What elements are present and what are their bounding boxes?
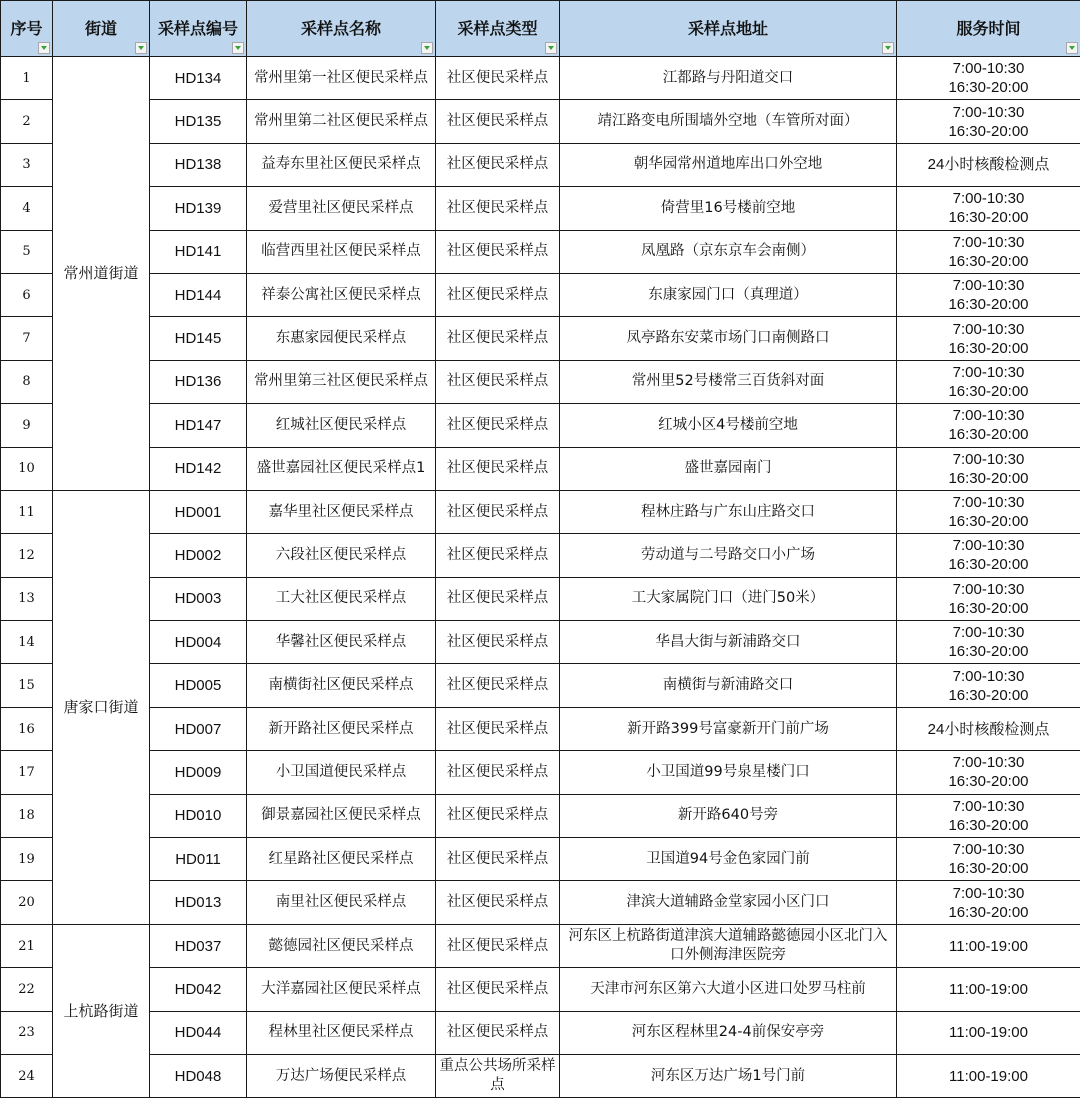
time-line: 24小时核酸检测点 bbox=[927, 156, 1050, 174]
cell-address: 河东区上杭路街道津滨大道辅路懿德园小区北门入口外侧海津医院旁 bbox=[560, 924, 897, 967]
cell-address: 凤亭路东安菜市场门口南侧路口 bbox=[560, 317, 897, 360]
cell-time bbox=[897, 1054, 1080, 1097]
time-line: 11:00-19:00 bbox=[949, 980, 1028, 998]
cell-code: HD138 bbox=[150, 143, 247, 186]
cell-code: HD003 bbox=[150, 577, 247, 620]
table-row bbox=[1, 404, 1080, 447]
cell-name: 御景嘉园社区便民采样点 bbox=[247, 794, 436, 837]
cell-name: 懿德园社区便民采样点 bbox=[247, 924, 436, 967]
cell-address: 盛世嘉园南门 bbox=[560, 447, 897, 490]
cell-time bbox=[897, 577, 1080, 620]
cell-time bbox=[897, 143, 1080, 186]
cell-name: 东惠家园便民采样点 bbox=[247, 317, 436, 360]
table-row bbox=[1, 838, 1080, 881]
cell-address: 靖江路变电所围墙外空地（车管所对面） bbox=[560, 100, 897, 143]
time-line: 16:30-20:00 bbox=[948, 513, 1029, 531]
time-line: 16:30-20:00 bbox=[948, 643, 1029, 661]
cell-code: HD010 bbox=[150, 794, 247, 837]
cell-name: 工大社区便民采样点 bbox=[247, 577, 436, 620]
cell-name: 红城社区便民采样点 bbox=[247, 404, 436, 447]
cell-time bbox=[897, 100, 1080, 143]
table-row bbox=[1, 707, 1080, 750]
cell-type: 社区便民采样点 bbox=[436, 534, 560, 577]
time-line: 7:00-10:30 bbox=[952, 233, 1025, 251]
cell-name: 嘉华里社区便民采样点 bbox=[247, 490, 436, 533]
cell-seq: 9 bbox=[1, 404, 53, 447]
header-seq bbox=[1, 1, 53, 57]
cell-address: 河东区程林里24-4前保安亭旁 bbox=[560, 1011, 897, 1054]
cell-code: HD001 bbox=[150, 490, 247, 533]
cell-seq: 6 bbox=[1, 273, 53, 316]
time-line: 16:30-20:00 bbox=[948, 79, 1029, 97]
cell-type: 社区便民采样点 bbox=[436, 273, 560, 316]
cell-time bbox=[897, 360, 1080, 403]
cell-name: 常州里第三社区便民采样点 bbox=[247, 360, 436, 403]
cell-seq: 13 bbox=[1, 577, 53, 620]
cell-type: 社区便民采样点 bbox=[436, 187, 560, 230]
table-row bbox=[1, 794, 1080, 837]
cell-code: HD147 bbox=[150, 404, 247, 447]
time-line: 7:00-10:30 bbox=[952, 494, 1025, 512]
cell-code: HD002 bbox=[150, 534, 247, 577]
cell-address: 津滨大道辅路金堂家园小区门口 bbox=[560, 881, 897, 924]
header-code bbox=[150, 1, 247, 57]
cell-address: 南横街与新浦路交口 bbox=[560, 664, 897, 707]
cell-time bbox=[897, 1011, 1080, 1054]
table-row bbox=[1, 968, 1080, 1011]
cell-name: 临营西里社区便民采样点 bbox=[247, 230, 436, 273]
time-line: 11:00-19:00 bbox=[949, 937, 1028, 955]
time-line: 16:30-20:00 bbox=[948, 382, 1029, 400]
table-row bbox=[1, 143, 1080, 186]
table-row bbox=[1, 187, 1080, 230]
header-label: 采样点地址 bbox=[687, 19, 768, 38]
filter-dropdown-icon[interactable] bbox=[38, 42, 50, 54]
cell-time bbox=[897, 664, 1080, 707]
time-line: 16:30-20:00 bbox=[948, 903, 1029, 921]
header-label: 序号 bbox=[10, 19, 43, 38]
cell-type: 社区便民采样点 bbox=[436, 447, 560, 490]
cell-code: HD142 bbox=[150, 447, 247, 490]
cell-name: 大洋嘉园社区便民采样点 bbox=[247, 968, 436, 1011]
cell-time bbox=[897, 968, 1080, 1011]
cell-address: 凤凰路（京东京车会南侧） bbox=[560, 230, 897, 273]
cell-seq: 12 bbox=[1, 534, 53, 577]
table-body bbox=[1, 57, 1080, 1098]
cell-time bbox=[897, 621, 1080, 664]
cell-time bbox=[897, 187, 1080, 230]
cell-type: 社区便民采样点 bbox=[436, 490, 560, 533]
cell-address: 小卫国道99号泉星楼门口 bbox=[560, 751, 897, 794]
filter-dropdown-icon[interactable] bbox=[545, 42, 557, 54]
cell-seq: 22 bbox=[1, 968, 53, 1011]
cell-seq: 24 bbox=[1, 1054, 53, 1097]
header-label: 服务时间 bbox=[956, 19, 1021, 38]
filter-dropdown-icon[interactable] bbox=[421, 42, 433, 54]
table-row bbox=[1, 1011, 1080, 1054]
cell-code: HD004 bbox=[150, 621, 247, 664]
cell-type: 社区便民采样点 bbox=[436, 968, 560, 1011]
header-type bbox=[436, 1, 560, 57]
cell-address: 倚营里16号楼前空地 bbox=[560, 187, 897, 230]
cell-code: HD005 bbox=[150, 664, 247, 707]
cell-seq: 15 bbox=[1, 664, 53, 707]
header-label: 采样点名称 bbox=[300, 19, 381, 38]
time-line: 16:30-20:00 bbox=[948, 773, 1029, 791]
cell-address: 工大家属院门口（进门50米） bbox=[560, 577, 897, 620]
cell-name: 南里社区便民采样点 bbox=[247, 881, 436, 924]
cell-street: 唐家口街道 bbox=[53, 490, 150, 924]
cell-time bbox=[897, 924, 1080, 967]
cell-type: 社区便民采样点 bbox=[436, 230, 560, 273]
time-line: 7:00-10:30 bbox=[952, 624, 1025, 642]
cell-name: 程林里社区便民采样点 bbox=[247, 1011, 436, 1054]
cell-street: 常州道街道 bbox=[53, 57, 150, 491]
cell-seq: 18 bbox=[1, 794, 53, 837]
table-row bbox=[1, 621, 1080, 664]
cell-seq: 17 bbox=[1, 751, 53, 794]
time-line: 16:30-20:00 bbox=[948, 556, 1029, 574]
time-line: 16:30-20:00 bbox=[948, 860, 1029, 878]
cell-name: 常州里第一社区便民采样点 bbox=[247, 57, 436, 100]
cell-code: HD007 bbox=[150, 707, 247, 750]
cell-code: HD139 bbox=[150, 187, 247, 230]
cell-seq: 1 bbox=[1, 57, 53, 100]
time-line: 16:30-20:00 bbox=[948, 816, 1029, 834]
header-label: 采样点类型 bbox=[457, 19, 538, 38]
cell-seq: 21 bbox=[1, 924, 53, 967]
cell-type: 社区便民采样点 bbox=[436, 621, 560, 664]
header-name bbox=[247, 1, 436, 57]
cell-type: 重点公共场所采样点 bbox=[436, 1054, 560, 1097]
cell-address: 华昌大街与新浦路交口 bbox=[560, 621, 897, 664]
cell-name: 常州里第二社区便民采样点 bbox=[247, 100, 436, 143]
time-line: 7:00-10:30 bbox=[952, 363, 1025, 381]
cell-time bbox=[897, 230, 1080, 273]
cell-seq: 20 bbox=[1, 881, 53, 924]
time-line: 16:30-20:00 bbox=[948, 339, 1029, 357]
cell-time bbox=[897, 57, 1080, 100]
cell-code: HD042 bbox=[150, 968, 247, 1011]
cell-seq: 8 bbox=[1, 360, 53, 403]
cell-type: 社区便民采样点 bbox=[436, 317, 560, 360]
time-line: 7:00-10:30 bbox=[952, 277, 1025, 295]
time-line: 7:00-10:30 bbox=[952, 190, 1025, 208]
header-label: 街道 bbox=[84, 19, 117, 38]
cell-street: 上杭路街道 bbox=[53, 924, 150, 1098]
header-street bbox=[53, 1, 150, 57]
cell-time bbox=[897, 534, 1080, 577]
table-row bbox=[1, 751, 1080, 794]
filter-dropdown-icon[interactable] bbox=[882, 42, 894, 54]
cell-code: HD145 bbox=[150, 317, 247, 360]
header-time bbox=[897, 1, 1080, 57]
time-line: 7:00-10:30 bbox=[952, 320, 1025, 338]
cell-time bbox=[897, 881, 1080, 924]
cell-address: 卫国道94号金色家园门前 bbox=[560, 838, 897, 881]
table-row bbox=[1, 577, 1080, 620]
cell-time bbox=[897, 794, 1080, 837]
table-row bbox=[1, 273, 1080, 316]
cell-type: 社区便民采样点 bbox=[436, 143, 560, 186]
cell-code: HD136 bbox=[150, 360, 247, 403]
cell-address: 常州里52号楼常三百货斜对面 bbox=[560, 360, 897, 403]
cell-seq: 19 bbox=[1, 838, 53, 881]
table-row bbox=[1, 230, 1080, 273]
cell-code: HD135 bbox=[150, 100, 247, 143]
table-row bbox=[1, 881, 1080, 924]
time-line: 7:00-10:30 bbox=[952, 797, 1025, 815]
time-line: 7:00-10:30 bbox=[952, 841, 1025, 859]
cell-address: 劳动道与二号路交口小广场 bbox=[560, 534, 897, 577]
cell-seq: 5 bbox=[1, 230, 53, 273]
time-line: 7:00-10:30 bbox=[952, 667, 1025, 685]
time-line: 16:30-20:00 bbox=[948, 296, 1029, 314]
cell-time bbox=[897, 707, 1080, 750]
cell-name: 六段社区便民采样点 bbox=[247, 534, 436, 577]
cell-code: HD013 bbox=[150, 881, 247, 924]
cell-name: 南横街社区便民采样点 bbox=[247, 664, 436, 707]
table-row bbox=[1, 1054, 1080, 1097]
table-row bbox=[1, 490, 1080, 533]
time-line: 11:00-19:00 bbox=[949, 1024, 1028, 1042]
cell-address: 东康家园门口（真理道） bbox=[560, 273, 897, 316]
time-line: 16:30-20:00 bbox=[948, 686, 1029, 704]
table-row bbox=[1, 534, 1080, 577]
cell-address: 朝华园常州道地库出口外空地 bbox=[560, 143, 897, 186]
cell-time bbox=[897, 838, 1080, 881]
cell-name: 益寿东里社区便民采样点 bbox=[247, 143, 436, 186]
table-row bbox=[1, 924, 1080, 967]
cell-address: 红城小区4号楼前空地 bbox=[560, 404, 897, 447]
cell-name: 华馨社区便民采样点 bbox=[247, 621, 436, 664]
cell-name: 小卫国道便民采样点 bbox=[247, 751, 436, 794]
cell-type: 社区便民采样点 bbox=[436, 404, 560, 447]
cell-address: 河东区万达广场1号门前 bbox=[560, 1054, 897, 1097]
time-line: 16:30-20:00 bbox=[948, 122, 1029, 140]
time-line: 7:00-10:30 bbox=[952, 580, 1025, 598]
header-address bbox=[560, 1, 897, 57]
cell-type: 社区便民采样点 bbox=[436, 664, 560, 707]
cell-code: HD009 bbox=[150, 751, 247, 794]
table-row bbox=[1, 317, 1080, 360]
cell-seq: 14 bbox=[1, 621, 53, 664]
cell-seq: 11 bbox=[1, 490, 53, 533]
table-header bbox=[1, 1, 1080, 57]
cell-code: HD048 bbox=[150, 1054, 247, 1097]
cell-type: 社区便民采样点 bbox=[436, 794, 560, 837]
cell-name: 爱营里社区便民采样点 bbox=[247, 187, 436, 230]
cell-type: 社区便民采样点 bbox=[436, 360, 560, 403]
cell-code: HD011 bbox=[150, 838, 247, 881]
cell-time bbox=[897, 404, 1080, 447]
time-line: 16:30-20:00 bbox=[948, 426, 1029, 444]
cell-type: 社区便民采样点 bbox=[436, 1011, 560, 1054]
filter-dropdown-icon[interactable] bbox=[135, 42, 147, 54]
cell-type: 社区便民采样点 bbox=[436, 881, 560, 924]
cell-code: HD044 bbox=[150, 1011, 247, 1054]
cell-name: 新开路社区便民采样点 bbox=[247, 707, 436, 750]
cell-time bbox=[897, 273, 1080, 316]
header-row bbox=[1, 1, 1080, 57]
cell-type: 社区便民采样点 bbox=[436, 707, 560, 750]
time-line: 7:00-10:30 bbox=[952, 407, 1025, 425]
cell-type: 社区便民采样点 bbox=[436, 751, 560, 794]
cell-name: 红星路社区便民采样点 bbox=[247, 838, 436, 881]
cell-time bbox=[897, 317, 1080, 360]
time-line: 7:00-10:30 bbox=[952, 884, 1025, 902]
cell-seq: 7 bbox=[1, 317, 53, 360]
cell-code: HD037 bbox=[150, 924, 247, 967]
time-line: 16:30-20:00 bbox=[948, 252, 1029, 270]
time-line: 16:30-20:00 bbox=[948, 209, 1029, 227]
time-line: 16:30-20:00 bbox=[948, 469, 1029, 487]
cell-seq: 16 bbox=[1, 707, 53, 750]
table-row bbox=[1, 57, 1080, 100]
cell-address: 江都路与丹阳道交口 bbox=[560, 57, 897, 100]
filter-dropdown-icon[interactable] bbox=[232, 42, 244, 54]
cell-seq: 3 bbox=[1, 143, 53, 186]
cell-seq: 10 bbox=[1, 447, 53, 490]
cell-code: HD141 bbox=[150, 230, 247, 273]
cell-seq: 23 bbox=[1, 1011, 53, 1054]
cell-address: 程林庄路与广东山庄路交口 bbox=[560, 490, 897, 533]
cell-time bbox=[897, 490, 1080, 533]
table-row bbox=[1, 100, 1080, 143]
cell-time bbox=[897, 751, 1080, 794]
header-label: 采样点编号 bbox=[157, 19, 238, 38]
cell-seq: 4 bbox=[1, 187, 53, 230]
time-line: 24小时核酸检测点 bbox=[927, 720, 1050, 738]
cell-type: 社区便民采样点 bbox=[436, 100, 560, 143]
cell-name: 祥泰公寓社区便民采样点 bbox=[247, 273, 436, 316]
cell-code: HD144 bbox=[150, 273, 247, 316]
time-line: 7:00-10:30 bbox=[952, 60, 1025, 78]
cell-type: 社区便民采样点 bbox=[436, 57, 560, 100]
cell-time bbox=[897, 447, 1080, 490]
cell-type: 社区便民采样点 bbox=[436, 838, 560, 881]
cell-type: 社区便民采样点 bbox=[436, 577, 560, 620]
cell-type: 社区便民采样点 bbox=[436, 924, 560, 967]
time-line: 7:00-10:30 bbox=[952, 537, 1025, 555]
filter-dropdown-icon[interactable] bbox=[1066, 42, 1078, 54]
cell-name: 万达广场便民采样点 bbox=[247, 1054, 436, 1097]
time-line: 16:30-20:00 bbox=[948, 599, 1029, 617]
cell-address: 新开路640号旁 bbox=[560, 794, 897, 837]
table-row bbox=[1, 447, 1080, 490]
cell-seq: 2 bbox=[1, 100, 53, 143]
table-row bbox=[1, 360, 1080, 403]
time-line: 7:00-10:30 bbox=[952, 754, 1025, 772]
cell-address: 新开路399号富豪新开门前广场 bbox=[560, 707, 897, 750]
time-line: 7:00-10:30 bbox=[952, 450, 1025, 468]
cell-name: 盛世嘉园社区便民采样点1 bbox=[247, 447, 436, 490]
cell-address: 天津市河东区第六大道小区进口处罗马柱前 bbox=[560, 968, 897, 1011]
table-row bbox=[1, 664, 1080, 707]
cell-code: HD134 bbox=[150, 57, 247, 100]
time-line: 7:00-10:30 bbox=[952, 103, 1025, 121]
time-line: 11:00-19:00 bbox=[949, 1067, 1028, 1085]
